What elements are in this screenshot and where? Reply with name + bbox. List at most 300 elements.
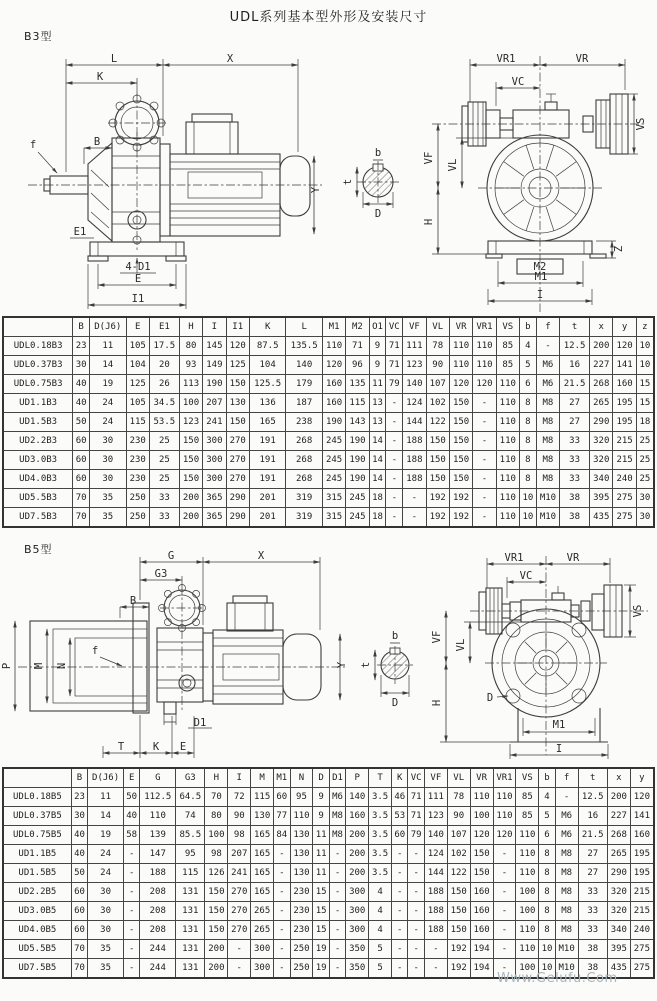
dimension-value-cell: 8 [519,413,536,432]
dimension-value-cell: - [329,902,345,921]
dimension-value-cell: 38 [560,489,590,508]
dimension-value-cell: 165 [249,413,286,432]
dimension-value-cell: - [473,451,496,470]
dimension-value-cell: 40 [71,826,87,845]
dimension-value-cell: 195 [630,864,654,883]
dimension-value-cell: 150 [179,470,202,489]
model-cell: UD2.2B5 [3,883,71,902]
dimension-value-cell: 71 [386,337,403,356]
dimension-value-cell: 8 [519,451,536,470]
dimension-value-cell: 33 [578,921,607,940]
dimension-value-cell: 131 [176,959,205,979]
dimension-value-cell: M10 [555,940,578,959]
dimension-value-cell: 70 [71,959,87,979]
dimension-value-cell: 25 [149,432,179,451]
dimension-value-cell: 350 [346,959,369,979]
dimension-value-cell: 150 [447,902,470,921]
dimension-column-header: D [313,768,329,788]
dimension-value-cell: 194 [470,959,493,979]
header-row [3,768,654,788]
dimension-value-cell: - [473,413,496,432]
table-row [3,432,654,451]
dimension-value-cell: 201 [249,489,286,508]
dimension-value-cell: 100 [516,959,539,979]
dimension-value-cell: - [274,959,290,979]
dimension-value-cell: 12.5 [560,337,590,356]
dimension-value-cell: 268 [286,432,323,451]
dimension-value-cell: 110 [493,807,516,826]
b5-shaft-section-detail [360,630,413,709]
dimension-value-cell: 245 [346,508,369,528]
dimension-value-cell: - [493,959,516,979]
dimension-value-cell: 395 [590,489,613,508]
page-title: UDL系列基本型外形及安装尺寸 [229,10,428,25]
dimension-value-cell: 107 [447,826,470,845]
dimension-value-cell: 60 [73,451,90,470]
dimension-value-cell: 33 [578,902,607,921]
dim-label-Z: Z [613,245,625,253]
dimension-value-cell: - [274,845,290,864]
dimension-value-cell: 9 [313,807,329,826]
dimension-value-cell: 150 [447,883,470,902]
dimension-value-cell: 104 [126,356,149,375]
dim-label-D: D [374,208,382,220]
model-cell: UDL0.75B5 [3,826,71,845]
dimension-value-cell: 190 [346,451,369,470]
dimension-value-cell: 319 [286,489,323,508]
dim-label-VR1: VR1 [496,53,516,65]
dimension-value-cell: 150 [449,394,472,413]
dimension-value-cell: 290 [226,489,249,508]
model-cell: UD1.5B5 [3,864,71,883]
dimension-value-cell: 11 [313,826,329,845]
dimension-value-cell: 290 [607,864,630,883]
dimension-value-cell: 110 [496,432,519,451]
dimension-value-cell: - [493,940,516,959]
dimension-value-cell: 150 [426,470,449,489]
dimension-value-cell: 340 [590,470,613,489]
dimension-value-cell: - [408,883,424,902]
dimension-value-cell: 11 [90,337,127,356]
dimension-value-cell: 6 [539,826,555,845]
dim-label-VF: VF [423,151,435,165]
dimension-value-cell: 80 [205,807,228,826]
dimension-value-cell: 140 [403,375,426,394]
dimension-value-cell: 200 [590,337,613,356]
dimension-value-cell: 195 [630,845,654,864]
dimension-value-cell: - [274,883,290,902]
dimension-value-cell: 245 [346,489,369,508]
dimension-column-header: x [590,317,613,337]
dimension-value-cell: 147 [140,845,176,864]
dimension-value-cell: 188 [403,432,426,451]
dimension-value-cell: - [493,864,516,883]
dimension-value-cell: 40 [123,807,139,826]
dimension-value-cell: 110 [449,337,472,356]
dimension-value-cell: 110 [496,451,519,470]
dim-label-4-D1: 4-D1 [125,261,151,273]
dimension-value-cell: 141 [613,356,636,375]
table-row [3,451,654,470]
dimension-value-cell: 9 [369,356,386,375]
dimension-value-cell: 188 [403,451,426,470]
dimension-value-cell: 290 [590,413,613,432]
dimension-value-cell: 19 [313,959,329,979]
section-label-b5: B5型 [24,543,53,556]
dimension-value-cell: 150 [205,883,228,902]
dimension-value-cell: 19 [313,940,329,959]
dimension-value-cell: 188 [424,902,447,921]
dimension-value-cell: - [473,470,496,489]
dimension-column-header: B [71,768,87,788]
dimension-value-cell: 125 [126,375,149,394]
dimension-value-cell: 207 [203,394,226,413]
dimension-value-cell: 105 [126,337,149,356]
dimension-value-cell: 200 [205,959,228,979]
table-row [3,940,654,959]
dimension-value-cell: 13 [369,413,386,432]
dimension-value-cell: 240 [613,470,636,489]
dimension-value-cell: - [392,864,408,883]
dimension-value-cell: 90 [447,807,470,826]
dimension-value-cell: 130 [290,845,313,864]
table-row [3,883,654,902]
table-row [3,921,654,940]
dim-label-X: X [226,53,234,65]
dimension-value-cell: 72 [228,788,251,807]
dimension-value-cell: 60 [71,902,87,921]
dim-label-B: B [93,136,101,148]
dimension-column-header: VR [449,317,472,337]
dimension-value-cell: 27 [578,845,607,864]
dimension-value-cell: 90 [426,356,449,375]
dimension-value-cell: 38 [578,940,607,959]
dimension-value-cell: 227 [607,807,630,826]
dimension-value-cell: 140 [286,356,323,375]
dim-label-VS: VS [635,117,647,131]
dimension-value-cell: 131 [176,940,205,959]
dimension-value-cell: 165 [251,864,274,883]
dimension-value-cell: 215 [630,883,654,902]
table-row [3,508,654,528]
dimension-value-cell: 300 [346,902,369,921]
dimension-value-cell: 201 [249,508,286,528]
dimension-column-header: I [203,317,226,337]
dim-label-VS: VS [632,604,644,618]
dimension-value-cell: 120 [473,375,496,394]
dimension-value-cell: 35 [88,940,124,959]
dimension-value-cell: 139 [140,826,176,845]
model-cell: UDL0.37B5 [3,807,71,826]
dim-label-D1: D1 [193,717,207,729]
dimension-value-cell: 4 [369,921,392,940]
dimension-column-header: VS [516,768,539,788]
dimension-value-cell: 30 [88,902,124,921]
dimension-value-cell: M10 [536,508,559,528]
dim-label-N: N [56,662,68,670]
dimension-value-cell: 150 [426,451,449,470]
dimension-value-cell: - [392,940,408,959]
dimension-value-cell: 80 [179,337,202,356]
b3-end-view [423,53,647,312]
dimension-value-cell: 26 [149,375,179,394]
dimension-value-cell: 244 [140,940,176,959]
dimension-value-cell: 110 [516,921,539,940]
dimension-value-cell: 191 [249,432,286,451]
dimension-value-cell: 395 [607,940,630,959]
dimension-column-header: VS [496,317,519,337]
dimension-value-cell: 194 [470,940,493,959]
dimension-value-cell: 3.5 [369,807,392,826]
dimension-column-header: B [73,317,90,337]
dimension-value-cell: M8 [329,826,345,845]
dimension-value-cell: 33 [149,489,179,508]
dimension-value-cell: 11 [88,788,124,807]
dimension-value-cell: 95 [290,788,313,807]
dimension-value-cell: 300 [346,921,369,940]
dimension-value-cell: 78 [447,788,470,807]
dimension-value-cell: M8 [555,845,578,864]
dim-label-Y: Y [336,661,348,669]
dimension-value-cell: 320 [590,432,613,451]
dimension-value-cell: 25 [636,470,654,489]
dimension-value-cell: 105 [126,394,149,413]
dimension-value-cell: 188 [424,921,447,940]
dimension-value-cell: 100 [205,826,228,845]
dimension-value-cell: 110 [470,788,493,807]
dimension-value-cell: 10 [519,489,536,508]
dimension-value-cell: 24 [90,394,127,413]
dimension-value-cell: - [408,940,424,959]
dimension-value-cell: - [555,788,578,807]
dimension-value-cell: 120 [630,788,654,807]
model-column-header [3,768,71,788]
dimension-column-header: E [123,768,139,788]
dim-label-VL: VL [447,158,459,172]
dimension-value-cell: - [424,959,447,979]
dim-label-VF: VF [431,630,443,644]
dimension-value-cell: 265 [251,921,274,940]
dimension-value-cell: 150 [205,921,228,940]
dimension-value-cell: M8 [555,921,578,940]
dimension-value-cell: 160 [346,807,369,826]
dimension-value-cell: 136 [249,394,286,413]
dimension-value-cell: 268 [590,375,613,394]
dimension-value-cell: 200 [179,489,202,508]
dimension-value-cell: 275 [630,940,654,959]
dimension-value-cell: 77 [274,807,290,826]
dimension-value-cell: 141 [630,807,654,826]
dimension-value-cell: 19 [90,375,127,394]
dimension-column-header: G3 [176,768,205,788]
dimension-value-cell: 64.5 [176,788,205,807]
dimension-value-cell: - [392,959,408,979]
dimension-value-cell: 33 [560,470,590,489]
dim-label-t: t [342,178,354,186]
dimension-value-cell: 8 [519,470,536,489]
dimension-value-cell: 13 [369,394,386,413]
dimension-value-cell: 365 [203,489,226,508]
dimension-value-cell: 102 [426,394,449,413]
dimension-value-cell: - [274,864,290,883]
model-cell: UD5.5B3 [3,489,73,508]
dimension-value-cell: 300 [251,940,274,959]
dimension-value-cell: - [123,902,139,921]
dimension-value-cell: 320 [590,451,613,470]
dim-label-b: b [391,630,399,642]
dimension-value-cell: 230 [126,451,149,470]
dim-label-I: I [536,289,544,301]
b3-technical-drawing [0,44,657,316]
dimension-value-cell: 140 [424,826,447,845]
dimension-value-cell: - [329,959,345,979]
dimension-value-cell: 60 [73,432,90,451]
dimension-value-cell: 110 [496,508,519,528]
dimension-value-cell: 123 [424,807,447,826]
dimension-value-cell: 84 [274,826,290,845]
dimension-column-header: y [613,317,636,337]
model-cell: UD7.5B5 [3,959,71,979]
dimension-column-header: O1 [369,317,386,337]
dimension-value-cell: 40 [73,394,90,413]
dimension-value-cell: 4 [539,788,555,807]
dimension-value-cell: - [123,864,139,883]
dimension-value-cell: 270 [226,470,249,489]
dimension-column-header: b [519,317,536,337]
dimension-column-header: z [636,317,654,337]
dimension-value-cell: - [123,883,139,902]
dimension-value-cell: - [473,489,496,508]
dimension-value-cell: 192 [449,508,472,528]
dimension-value-cell: 188 [424,883,447,902]
table-row [3,864,654,883]
dimension-value-cell: 8 [539,864,555,883]
dimension-value-cell: - [392,883,408,902]
dimension-value-cell: - [392,845,408,864]
dimension-value-cell: 145 [203,337,226,356]
dimension-value-cell: 160 [630,826,654,845]
b5-table-wrap [2,767,655,979]
dimension-value-cell: M8 [536,470,559,489]
dimension-value-cell: 70 [205,788,228,807]
dimension-value-cell: 208 [140,902,176,921]
dimension-value-cell: - [123,940,139,959]
dimension-value-cell: 78 [426,337,449,356]
dimension-value-cell: 98 [228,826,251,845]
dimension-value-cell: 144 [424,864,447,883]
dimension-value-cell: 125.5 [249,375,286,394]
dimension-value-cell: - [493,921,516,940]
dimension-value-cell: 135 [346,375,369,394]
table-row [3,413,654,432]
dimension-value-cell: 275 [613,489,636,508]
dimension-value-cell: 122 [426,413,449,432]
dimension-value-cell: 35 [90,489,127,508]
dimension-value-cell: 208 [140,883,176,902]
dimension-value-cell: 270 [228,883,251,902]
dimension-value-cell: 270 [228,921,251,940]
dimension-column-header: VL [426,317,449,337]
dimension-value-cell: 115 [126,413,149,432]
dim-label-VC: VC [511,76,525,88]
dimension-value-cell: M8 [329,807,345,826]
dimension-value-cell: 160 [470,902,493,921]
dimension-value-cell: - [392,921,408,940]
dimension-value-cell: - [408,864,424,883]
dimension-value-cell: 275 [613,508,636,528]
dimension-value-cell: 150 [226,413,249,432]
dimension-value-cell: 150 [470,864,493,883]
dimension-value-cell: 11 [313,845,329,864]
dimension-value-cell: 131 [176,883,205,902]
table-row [3,394,654,413]
dimension-value-cell: 4 [369,902,392,921]
dimension-value-cell: 17.5 [149,337,179,356]
dimension-value-cell: 8 [519,432,536,451]
dimension-value-cell: - [403,508,426,528]
dimension-column-header: b [539,768,555,788]
dimension-column-header: N [290,768,313,788]
table-row [3,788,654,807]
table-row [3,826,654,845]
dimension-value-cell: 130 [290,826,313,845]
dim-label-K: K [152,741,160,753]
dimension-value-cell: - [493,902,516,921]
dimension-value-cell: - [473,394,496,413]
dimension-value-cell: 230 [126,470,149,489]
dimension-value-cell: 245 [322,451,345,470]
dimension-value-cell: 4 [519,337,536,356]
dimension-column-header: VR [470,768,493,788]
dimension-value-cell: 10 [636,356,654,375]
dimension-value-cell: - [386,394,403,413]
b5-dimensions-table [2,767,655,979]
dimension-value-cell: 50 [71,864,87,883]
dimension-column-header: VC [386,317,403,337]
dimension-column-header: M1 [322,317,345,337]
dimension-value-cell: 102 [447,845,470,864]
dimension-value-cell: 120 [322,356,345,375]
dimension-value-cell: 110 [473,356,496,375]
dimension-value-cell: 40 [71,845,87,864]
dimension-column-header: f [536,317,559,337]
dimension-value-cell: 12.5 [578,788,607,807]
dimension-value-cell: M8 [555,883,578,902]
dimension-value-cell: 195 [613,394,636,413]
dimension-value-cell: 85 [516,788,539,807]
dimension-value-cell: - [274,902,290,921]
dim-label-T: T [117,741,125,753]
dimension-value-cell: 30 [88,883,124,902]
dimension-value-cell: 190 [346,470,369,489]
dimension-value-cell: 130 [251,807,274,826]
dimension-value-cell: - [123,921,139,940]
dimension-value-cell: 100 [516,883,539,902]
dimension-value-cell: M8 [536,432,559,451]
dimension-value-cell: 85.5 [176,826,205,845]
dimension-value-cell: 3.5 [369,845,392,864]
dimension-value-cell: 319 [286,508,323,528]
dim-label-G: G [167,550,175,562]
dimension-value-cell: 270 [226,432,249,451]
dimension-value-cell: 150 [426,432,449,451]
model-cell: UDL0.18B5 [3,788,71,807]
dimension-column-header: M2 [346,317,369,337]
dimension-value-cell: 179 [286,375,323,394]
dimension-value-cell: - [386,470,403,489]
dimension-value-cell: 320 [607,902,630,921]
dimension-column-header: K [392,768,408,788]
